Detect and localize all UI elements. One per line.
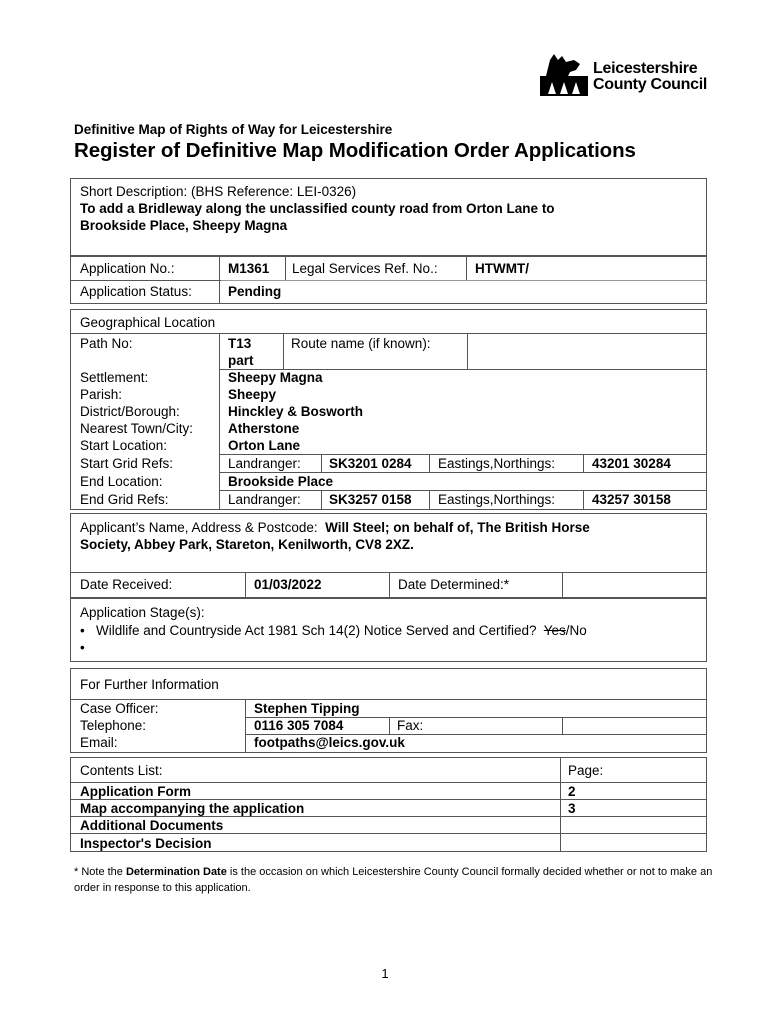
applicant-box <box>70 513 707 598</box>
contents-item-additional: Additional Documents <box>80 818 224 833</box>
parish-value: Sheepy <box>228 387 277 402</box>
contents-page-label: Page: <box>568 763 604 778</box>
date-determined-label: Date Determined:* <box>398 577 510 592</box>
case-officer-value: Stephen Tipping <box>254 701 360 716</box>
district-label: District/Borough: <box>80 404 180 419</box>
end-location-value: Brookside Place <box>228 474 334 489</box>
stages-label: Application Stage(s): <box>80 605 205 620</box>
application-no-label: Application No.: <box>80 261 175 276</box>
logo-line-2: County Council <box>593 76 708 93</box>
application-status-label: Application Status: <box>80 284 192 299</box>
telephone-label: Telephone: <box>80 718 147 733</box>
date-received-label: Date Received: <box>80 577 173 592</box>
contents-item-application-form: Application Form <box>80 784 191 799</box>
document-subtitle: Definitive Map of Rights of Way for Leicestershire <box>74 122 393 137</box>
start-location-label: Start Location: <box>80 438 168 453</box>
date-received-value: 01/03/2022 <box>254 577 322 592</box>
case-officer-label: Case Officer: <box>80 701 159 716</box>
applicant-value-2: Society, Abbey Park, Stareton, Kenilworth, CV8 2XZ. <box>80 537 414 552</box>
legal-ref-value: HTWMT/ <box>475 261 529 276</box>
end-eastings-value: 43257 30158 <box>592 492 671 507</box>
applicant-label: Applicant’s Name, Address & Postcode: <box>80 520 318 535</box>
start-grid-refs-label: Start Grid Refs: <box>80 456 174 471</box>
further-heading: For Further Information <box>80 677 219 692</box>
contents-label: Contents List: <box>80 763 163 778</box>
district-value: Hinckley & Bosworth <box>228 404 364 419</box>
route-name-label: Route name (if known): <box>291 336 431 351</box>
document-title: Register of Definitive Map Modification Order Applications <box>74 139 636 162</box>
application-no-value: M1361 <box>228 261 270 276</box>
fox-emblem-icon <box>540 50 588 98</box>
contents-list-box <box>70 757 707 852</box>
start-eastings-value: 43201 30284 <box>592 456 671 471</box>
email-value[interactable]: footpaths@leics.gov.uk <box>254 735 405 750</box>
note-part-2: is the occasion on which Leicestershire County Council formally decided whether or not to make an order in response to this application. <box>74 866 713 894</box>
determination-note <box>74 864 714 896</box>
stage-yes: Yes <box>543 623 566 638</box>
stage-no: /No <box>565 623 587 638</box>
contents-page-2: 3 <box>568 801 576 816</box>
start-eastings-label: Eastings,Northings: <box>438 456 556 471</box>
nearest-town-label: Nearest Town/City: <box>80 421 194 436</box>
note-part-1: * Note the <box>74 866 126 878</box>
nearest-town-value: Atherstone <box>228 421 300 436</box>
path-no-value-part: part <box>228 353 254 368</box>
application-stages-box <box>70 598 707 662</box>
contents-page-1: 2 <box>568 784 576 799</box>
end-landranger-value: SK3257 0158 <box>329 492 412 507</box>
council-logo <box>540 50 715 98</box>
application-status-value: Pending <box>228 284 282 299</box>
path-no-value: T13 <box>228 336 252 351</box>
fax-label: Fax: <box>397 718 424 733</box>
contents-item-map: Map accompanying the application <box>80 801 305 816</box>
settlement-value: Sheepy Magna <box>228 370 323 385</box>
end-landranger-label: Landranger: <box>228 492 301 507</box>
logo-line-1: Leicestershire <box>593 60 698 77</box>
page-number: 1 <box>381 966 389 981</box>
application-table <box>70 256 707 304</box>
start-landranger-value: SK3201 0284 <box>329 456 412 471</box>
stage-item-1-text: Wildlife and Countryside Act 1981 Sch 14(2) Notice Served and Certified? <box>96 623 537 638</box>
short-description-label: Short Description: (BHS Reference: LEI-0326) <box>80 184 357 199</box>
telephone-value: 0116 305 7084 <box>254 718 344 733</box>
parish-label: Parish: <box>80 387 123 402</box>
short-description-box <box>70 178 707 256</box>
short-description-line-1: To add a Bridleway along the unclassified county road from Orton Lane to <box>80 201 555 216</box>
short-description-line-2: Brookside Place, Sheepy Magna <box>80 218 288 233</box>
settlement-label: Settlement: <box>80 370 149 385</box>
end-eastings-label: Eastings,Northings: <box>438 492 556 507</box>
start-location-value: Orton Lane <box>228 438 301 453</box>
email-label: Email: <box>80 735 118 750</box>
geo-heading: Geographical Location <box>80 315 216 330</box>
end-grid-refs-label: End Grid Refs: <box>80 492 169 507</box>
note-bold: Determination Date <box>125 866 227 878</box>
start-landranger-label: Landranger: <box>228 456 301 471</box>
applicant-line-1 <box>80 519 590 536</box>
stage-item-1 <box>80 622 587 639</box>
further-information-box <box>70 668 707 753</box>
stage-bullet-2: • <box>80 640 85 655</box>
path-no-label: Path No: <box>80 336 133 351</box>
geographical-location-box <box>70 309 707 510</box>
legal-ref-label: Legal Services Ref. No.: <box>292 261 438 276</box>
end-location-label: End Location: <box>80 474 163 489</box>
stage-bullet-1: • <box>80 623 85 638</box>
applicant-value-1: Will Steel; on behalf of, The British Horse <box>325 520 590 535</box>
contents-item-inspector: Inspector's Decision <box>80 836 212 851</box>
